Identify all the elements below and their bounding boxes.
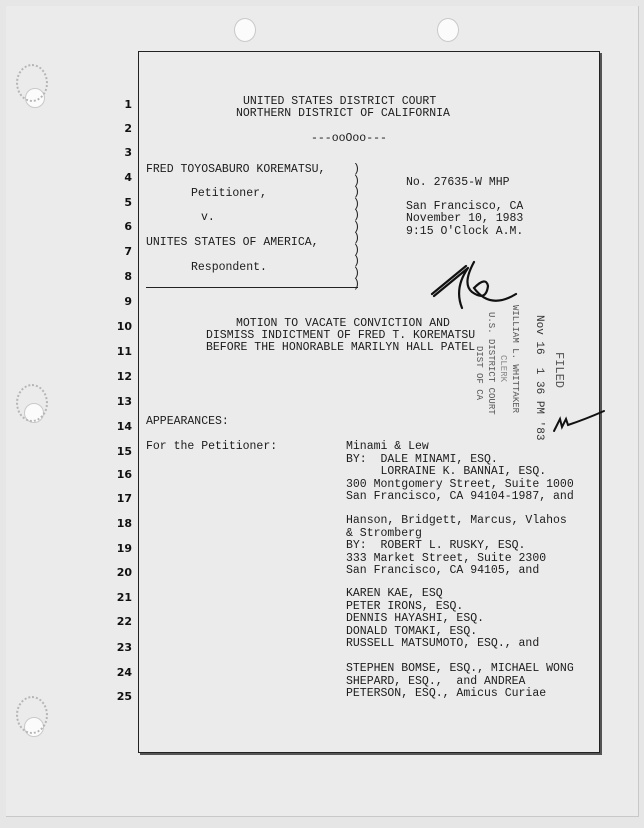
motion-title-line1: MOTION TO VACATE CONVICTION AND [236, 317, 450, 330]
line-number: 14 [116, 420, 132, 433]
punch-hole [234, 18, 256, 42]
counsel-line: Hanson, Bridgett, Marcus, Vlahos [346, 514, 567, 527]
for-petitioner-label: For the Petitioner: [146, 440, 278, 453]
counsel-line: Minami & Lew [346, 440, 429, 453]
counsel-line: KAREN KAE, ESQ [346, 587, 443, 600]
caption-paren: ) [353, 255, 360, 268]
line-number: 10 [116, 320, 132, 333]
versus: v. [201, 211, 215, 224]
counsel-line: DONALD TOMAKI, ESQ. [346, 624, 478, 638]
separator: ---ooOoo--- [311, 132, 387, 145]
line-number: 2 [124, 122, 132, 135]
handwritten-mark [550, 405, 610, 435]
motion-title-line2: DISMISS INDICTMENT OF FRED T. KOREMATSU [206, 329, 476, 342]
respondent-role: Respondent. [191, 261, 267, 274]
respondent-name: UNITES STATES OF AMERICA, [146, 236, 319, 249]
line-number: 4 [124, 171, 132, 184]
appearances-label: APPEARANCES: [146, 415, 229, 428]
line-number: 21 [116, 591, 132, 604]
line-number: 19 [116, 542, 132, 555]
caption-paren: ) [353, 278, 360, 291]
case-number: No. 27635-W MHP [406, 176, 510, 189]
counsel-line: RUSSELL MATSUMOTO, ESQ., and [346, 637, 540, 650]
counsel-line: STEPHEN BOMSE, ESQ., MICHAEL WONG [346, 662, 574, 675]
caption-paren: ) [353, 197, 360, 211]
line-number: 3 [124, 146, 132, 159]
line-number: 13 [116, 395, 132, 408]
line-number: 1 [124, 98, 132, 111]
petitioner-name: FRED TOYOSABURO KOREMATSU, [146, 163, 326, 176]
caption-paren: ) [353, 209, 360, 222]
line-number: 22 [116, 615, 132, 628]
filed-stamp-clerk-title: CLERK [498, 355, 508, 383]
punch-hole-ring [16, 696, 48, 734]
caption-paren: ) [353, 243, 360, 257]
caption-paren: ) [353, 163, 360, 176]
filed-stamp-district: DIST OF CA [474, 346, 484, 401]
filed-stamp-label: FILED [552, 352, 566, 389]
case-location: San Francisco, CA [406, 200, 524, 213]
line-number: 15 [116, 445, 132, 458]
counsel-line: & Stromberg [346, 526, 422, 540]
line-number: 9 [124, 295, 132, 308]
line-number: 23 [116, 641, 132, 654]
caption-paren: ) [353, 266, 360, 280]
petitioner-role: Petitioner, [191, 187, 267, 200]
court-name-line1: UNITED STATES DISTRICT COURT [243, 95, 437, 108]
counsel-line: PETERSON, ESQ., Amicus Curiae [346, 687, 547, 700]
line-number: 24 [116, 666, 132, 679]
counsel-line: BY: ROBERT L. RUSKY, ESQ. [346, 539, 526, 552]
line-number: 7 [124, 245, 132, 258]
filed-stamp-datetime: Nov 16 1 36 PM '83 [533, 315, 545, 441]
caption-paren: ) [353, 220, 360, 234]
counsel-line: 333 Market Street, Suite 2300 [346, 551, 547, 565]
counsel-line: DENNIS HAYASHI, ESQ. [346, 612, 485, 625]
counsel-line: LORRAINE K. BANNAI, ESQ. [346, 465, 547, 478]
handwritten-initials [428, 258, 528, 328]
case-date: November 10, 1983 [406, 212, 524, 225]
punch-hole-ring [16, 64, 48, 102]
counsel-line: PETER IRONS, ESQ. [346, 599, 464, 613]
counsel-line: San Francisco, CA 94104-1987, and [346, 490, 574, 503]
line-number: 12 [116, 370, 132, 383]
court-name-line2: NORTHERN DISTRICT OF CALIFORNIA [236, 107, 450, 120]
case-time: 9:15 O'Clock A.M. [406, 225, 524, 238]
punch-hole [437, 18, 459, 42]
line-number: 16 [116, 468, 132, 481]
line-number: 11 [116, 345, 132, 358]
caption-paren: ) [353, 174, 360, 188]
counsel-line: BY: DALE MINAMI, ESQ. [346, 452, 498, 466]
caption-paren: ) [353, 186, 360, 199]
line-number: 25 [116, 690, 132, 703]
filed-stamp-court: U.S. DISTRICT COURT [486, 312, 496, 415]
counsel-line: San Francisco, CA 94105, and [346, 564, 540, 577]
line-number: 5 [124, 196, 132, 209]
punch-hole-ring [16, 384, 48, 422]
caption-paren: ) [353, 232, 360, 245]
line-number: 18 [116, 517, 132, 530]
filed-stamp-clerk: WILLIAM L. WHITTAKER [510, 305, 520, 414]
line-number: 20 [116, 566, 132, 579]
caption-underline [146, 287, 358, 288]
line-number: 17 [116, 492, 132, 505]
line-number: 6 [124, 220, 132, 233]
counsel-line: SHEPARD, ESQ., and ANDREA [346, 674, 526, 688]
counsel-line: 300 Montgomery Street, Suite 1000 [346, 477, 574, 491]
line-number: 8 [124, 270, 132, 283]
motion-title-line3: BEFORE THE HONORABLE MARILYN HALL PATEL [206, 341, 476, 354]
